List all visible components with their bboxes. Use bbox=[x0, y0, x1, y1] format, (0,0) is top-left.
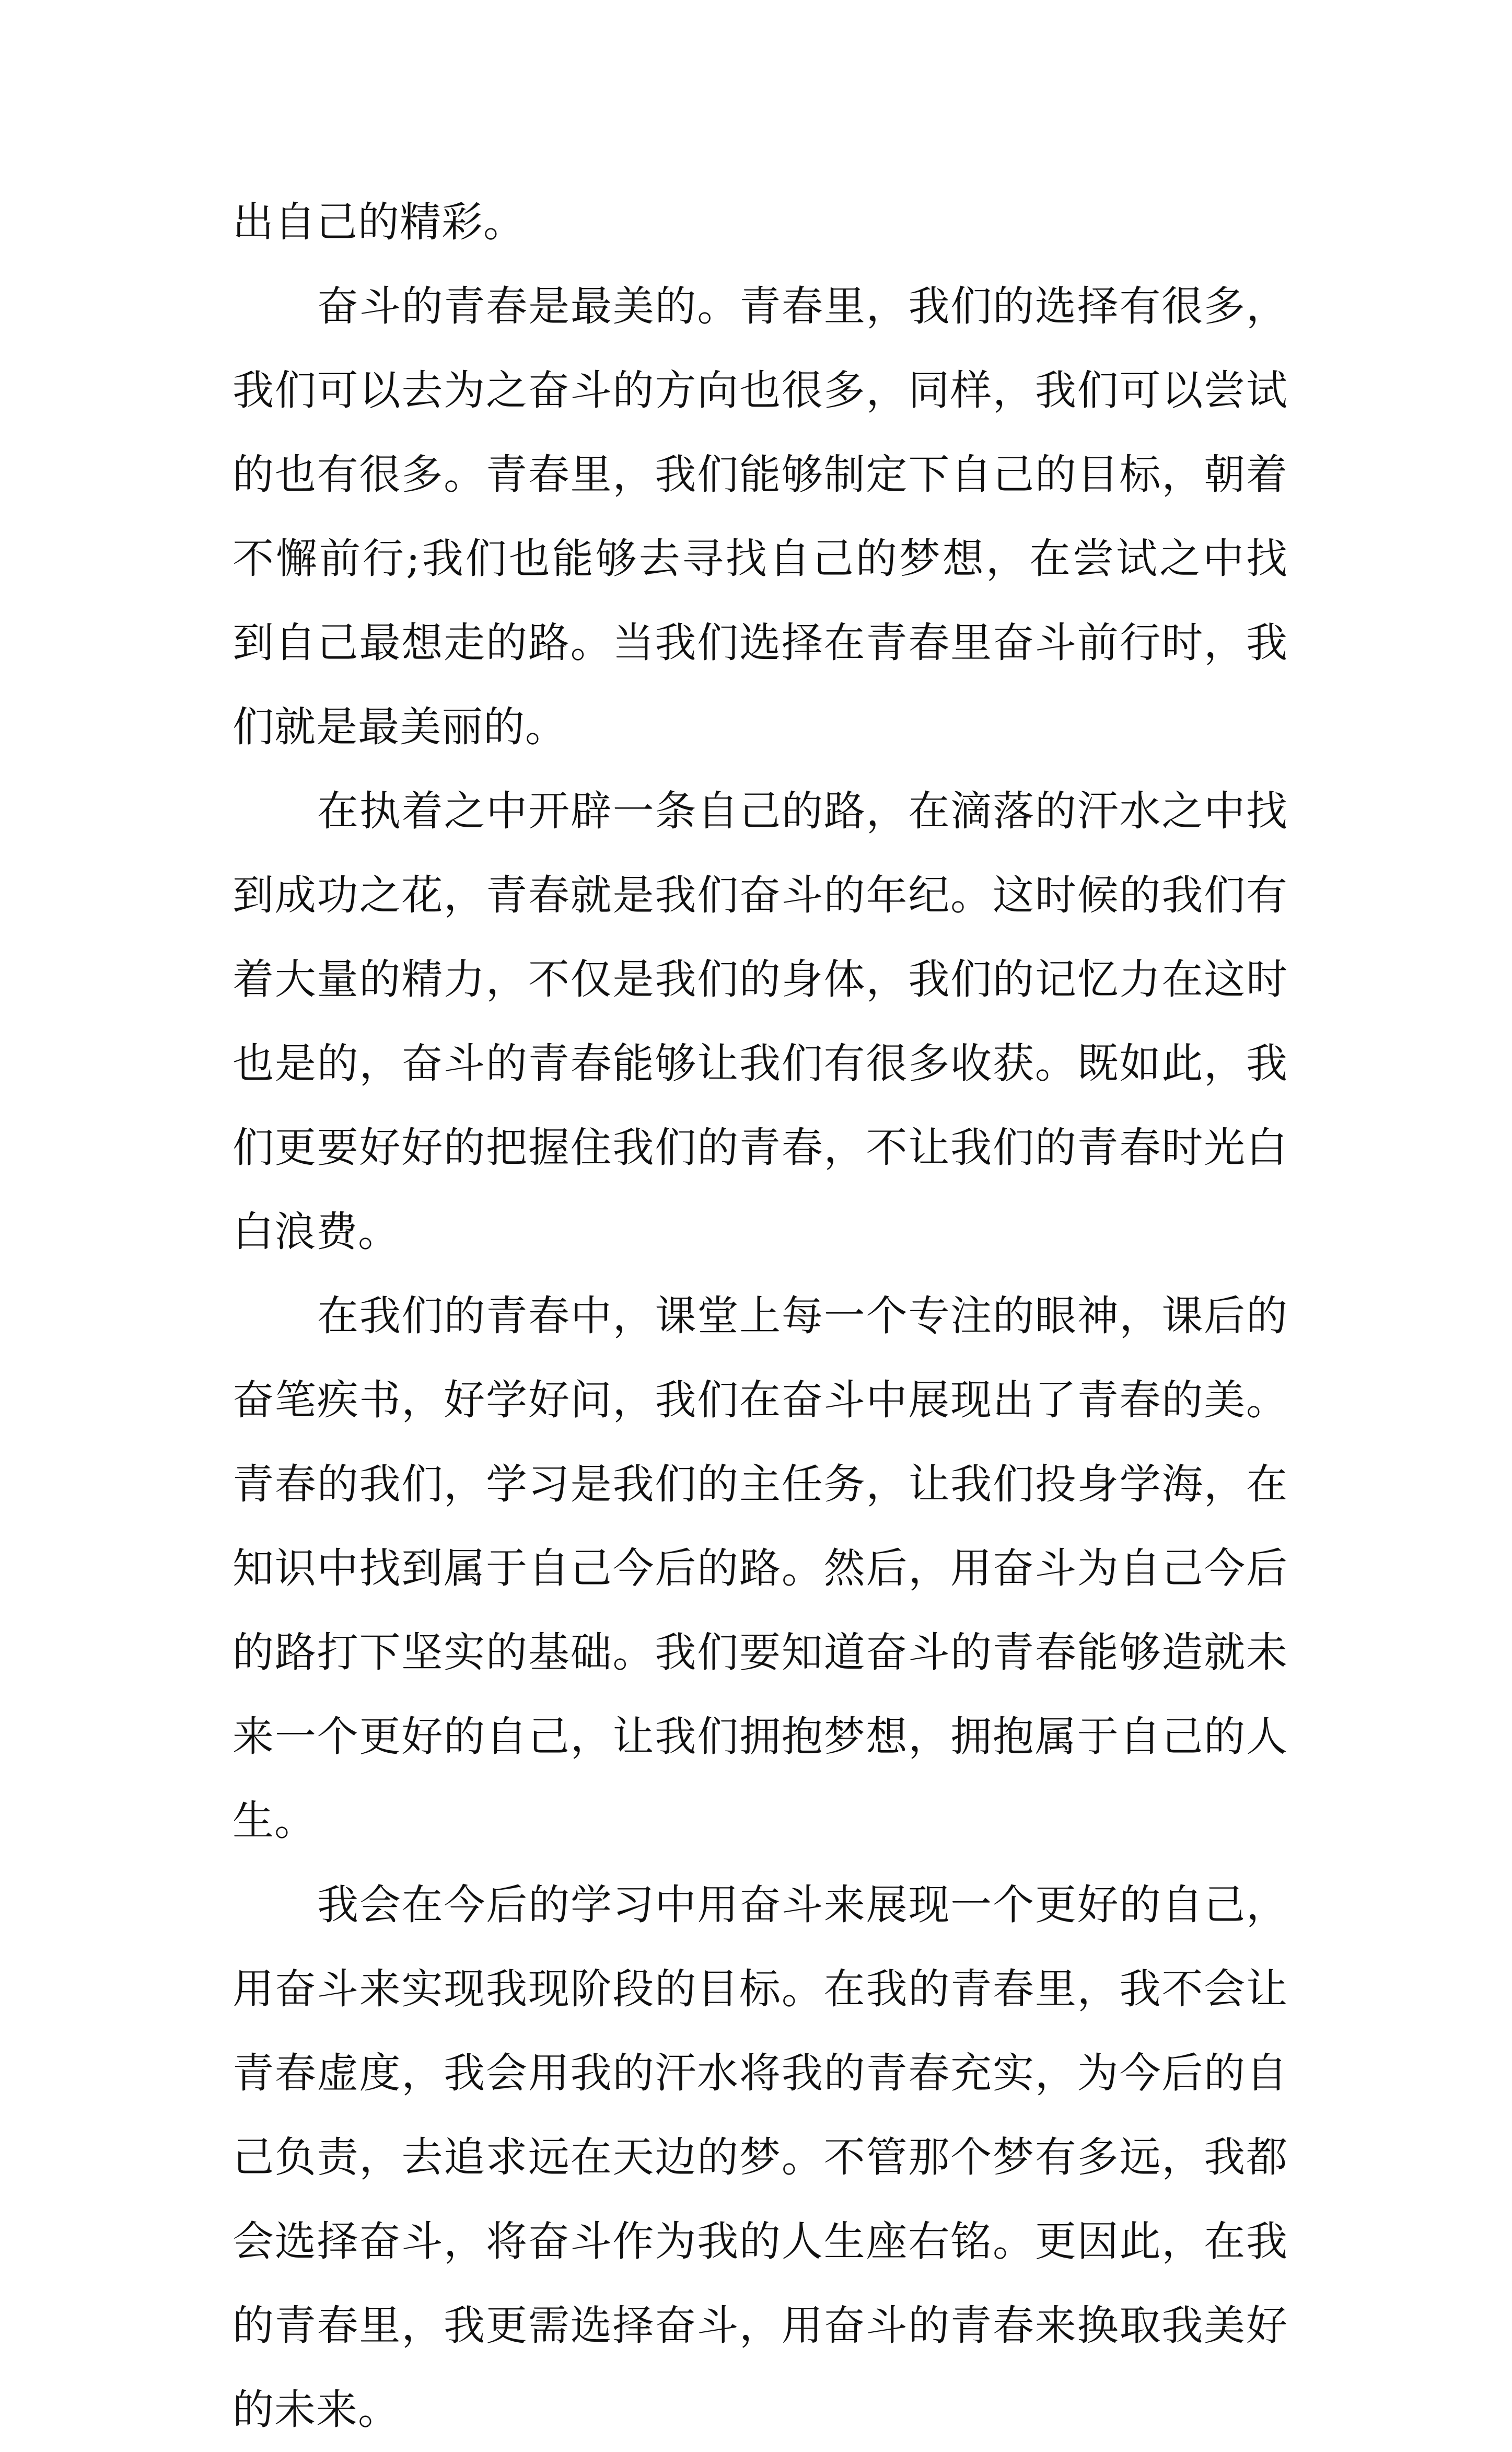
paragraph-2: 奋斗的青春是最美的。青春里，我们的选择有很多，我们可以去为之奋斗的方向也很多，同样，我们可以尝试的也有很多。青春里，我们能够制定下自己的目标，朝着不懈前行;我们也能够去寻找自己的梦想，在尝试之中找到自己最想走的路。当我们选择在青春里奋斗前行时，我们就是最美丽的。 bbox=[232, 282, 1288, 751]
paragraph-1: 出自己的精彩。 bbox=[232, 198, 525, 246]
paragraph-4: 在我们的青春中，课堂上每一个专注的眼神，课后的奋笔疾书，好学好问，我们在奋斗中展现出了青春的美。青春的我们，学习是我们的主任务，让我们投身学海，在知识中找到属于自己今后的路。然后，用奋斗为自己今后的路打下坚实的基础。我们要知道奋斗的青春能够造就未来一个更好的自己，让我们拥抱梦想，拥抱属于自己的人生。 bbox=[232, 1292, 1288, 1845]
body-text bbox=[232, 180, 1288, 2452]
paragraph-5: 我会在今后的学习中用奋斗来展现一个更好的自己，用奋斗来实现我现阶段的目标。在我的青春里，我不会让青春虚度，我会用我的汗水将我的青春充实，为今后的自己负责，去追求远在天边的梦。不管那个梦有多远，我都会选择奋斗，将奋斗作为我的人生座右铭。更因此，在我的青春里，我更需选择奋斗，用奋斗的青春来换取我美好的未来。 bbox=[232, 1881, 1288, 2434]
paragraph-3: 在执着之中开辟一条自己的路，在滴落的汗水之中找到成功之花，青春就是我们奋斗的年纪。这时候的我们有着大量的精力，不仅是我们的身体，我们的记忆力在这时也是的，奋斗的青春能够让我们有很多收获。既如此，我们更要好好的把握住我们的青春，不让我们的青春时光白白浪费。 bbox=[232, 787, 1288, 1256]
